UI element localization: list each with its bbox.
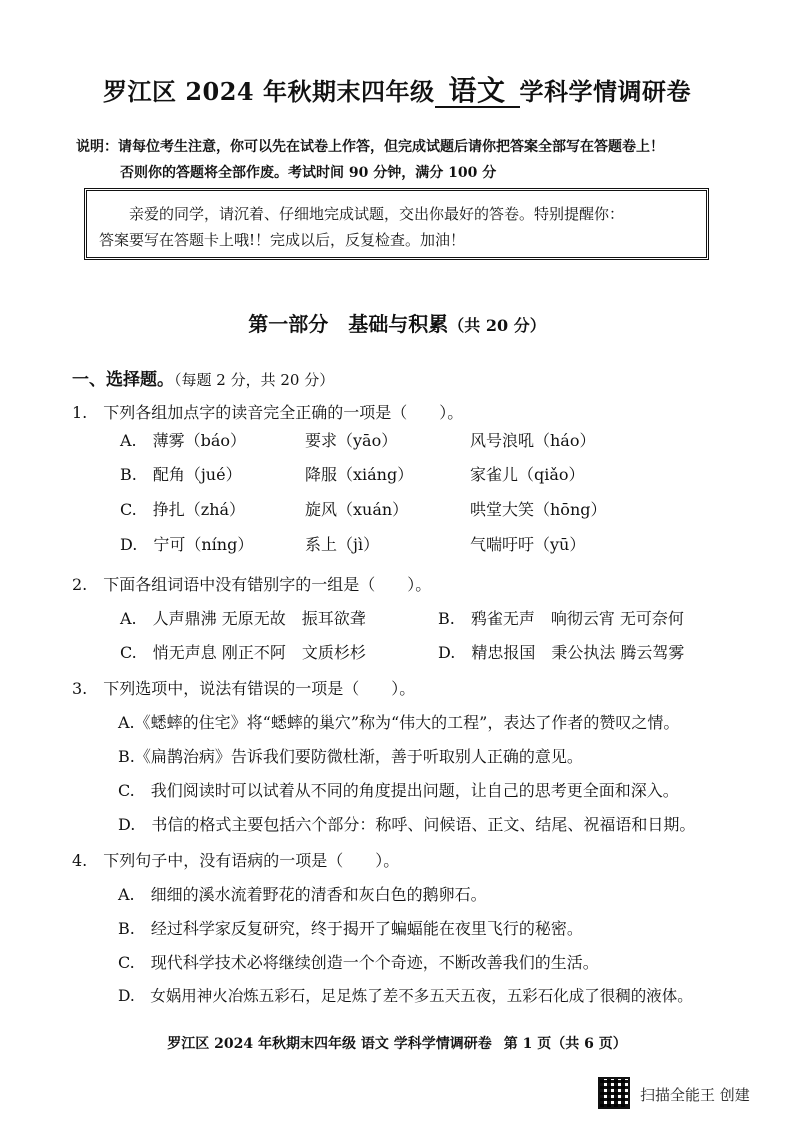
q1-c-2: 旋风（xuán） [305,500,409,519]
part1-note: （每题 2 分，共 20 分） [174,371,335,389]
instructions-line-2: 否则你的答题将全部作废。考试时间 90 分钟，满分 100 分 [120,165,497,181]
q1-d-1: D. 宁可（níng） [120,535,254,554]
q1-d-3: 气喘吁吁（yū） [470,535,586,554]
q4-option-c: C. 现代科学技术必将继续创造一个个奇迹，不断改善我们的生活。 [118,953,599,972]
reminder-box [84,188,709,260]
section-score: （共 20 分） [448,316,546,335]
subject-name: 语文 [435,76,520,108]
q1-b-2: 降服（xiáng） [305,465,414,484]
q2-option-c: C. 悄无声息 刚正不阿 文质杉杉 [120,643,366,662]
section-name: 第一部分 基础与积累 [248,312,449,336]
q1-c-3: 哄堂大笑（hōng） [470,500,607,519]
q3-option-d: D. 书信的格式主要包括六个部分：称呼、问候语、正文、结尾、祝福语和日期。 [118,815,696,834]
q1-b-3: 家雀儿（qiǎo） [470,465,585,484]
question-4-stem: 4. 下列句子中，没有语病的一项是（ ）。 [72,851,400,870]
title-prefix: 罗江区 2024 年秋期末四年级 [102,77,435,106]
title-suffix: 学科学情调研卷 [519,77,692,106]
footer-page-number: 第 1 页（共 6 页） [503,1036,627,1052]
q2-option-d: D. 精忠报国 秉公执法 腾云驾雾 [438,643,685,662]
question-2-stem: 2. 下面各组词语中没有错别字的一组是（ ）。 [72,575,432,594]
q1-c-1: C. 挣扎（zhá） [120,500,246,519]
scanner-watermark: 扫描全能王 创建 [640,1086,750,1104]
q1-d-2: 系上（jì） [305,535,380,554]
page-footer [0,1033,794,1053]
part1-title: 一、选择题。 [72,370,174,390]
exam-title [0,72,794,108]
question-1-stem: 1. 下列各组加点字的读音完全正确的一项是（ ）。 [72,403,464,422]
q3-option-a: A.《蟋蟀的住宅》将“蟋蟀的巢穴”称为“伟大的工程”，表达了作者的赞叹之情。 [118,713,680,732]
q2-option-b: B. 鸦雀无声 响彻云宵 无可奈何 [438,609,684,628]
footer-exam-name: 罗江区 2024 年秋期末四年级 语文 学科学情调研卷 [167,1036,492,1052]
instructions-line-1: 说明：请每位考生注意，你可以先在试卷上作答，但完成试题后请你把答案全部写在答题卷上！ [76,139,664,155]
q4-option-a: A. 细细的溪水流着野花的清香和灰白色的鹅卵石。 [118,885,487,904]
q4-option-d: D. 女娲用神火冶炼五彩石，足足炼了差不多五天五夜，五彩石化成了很稠的液体。 [118,987,693,1005]
q1-a-2: 要求（yāo） [305,431,398,450]
q2-option-a: A. 人声鼎沸 无原无故 振耳欲聋 [120,609,366,628]
q1-b-1: B. 配角（jué） [120,465,242,484]
section-title [0,308,794,337]
q1-a-3: 风号浪吼（háo） [470,431,596,450]
part1-heading [72,365,334,390]
question-3-stem: 3. 下列选项中，说法有错误的一项是（ ）。 [72,679,416,698]
q3-option-b: B.《扁鹊治病》告诉我们要防微杜渐，善于听取别人正确的意见。 [118,747,583,766]
reminder-line-1: 亲爱的同学，请沉着、仔细地完成试题，交出你最好的答卷。特别提醒你： [129,205,625,223]
reminder-line-2: 答案要写在答题卡上哦!！完成以后，反复检查。加油！ [99,231,466,249]
q3-option-c: C. 我们阅读时可以试着从不同的角度提出问题，让自己的思考更全面和深入。 [118,781,679,800]
qr-code-icon [598,1077,630,1109]
q4-option-b: B. 经过科学家反复研究，终于揭开了蝙蝠能在夜里飞行的秘密。 [118,919,583,938]
q1-a-1: A. 薄雾（báo） [120,431,247,450]
